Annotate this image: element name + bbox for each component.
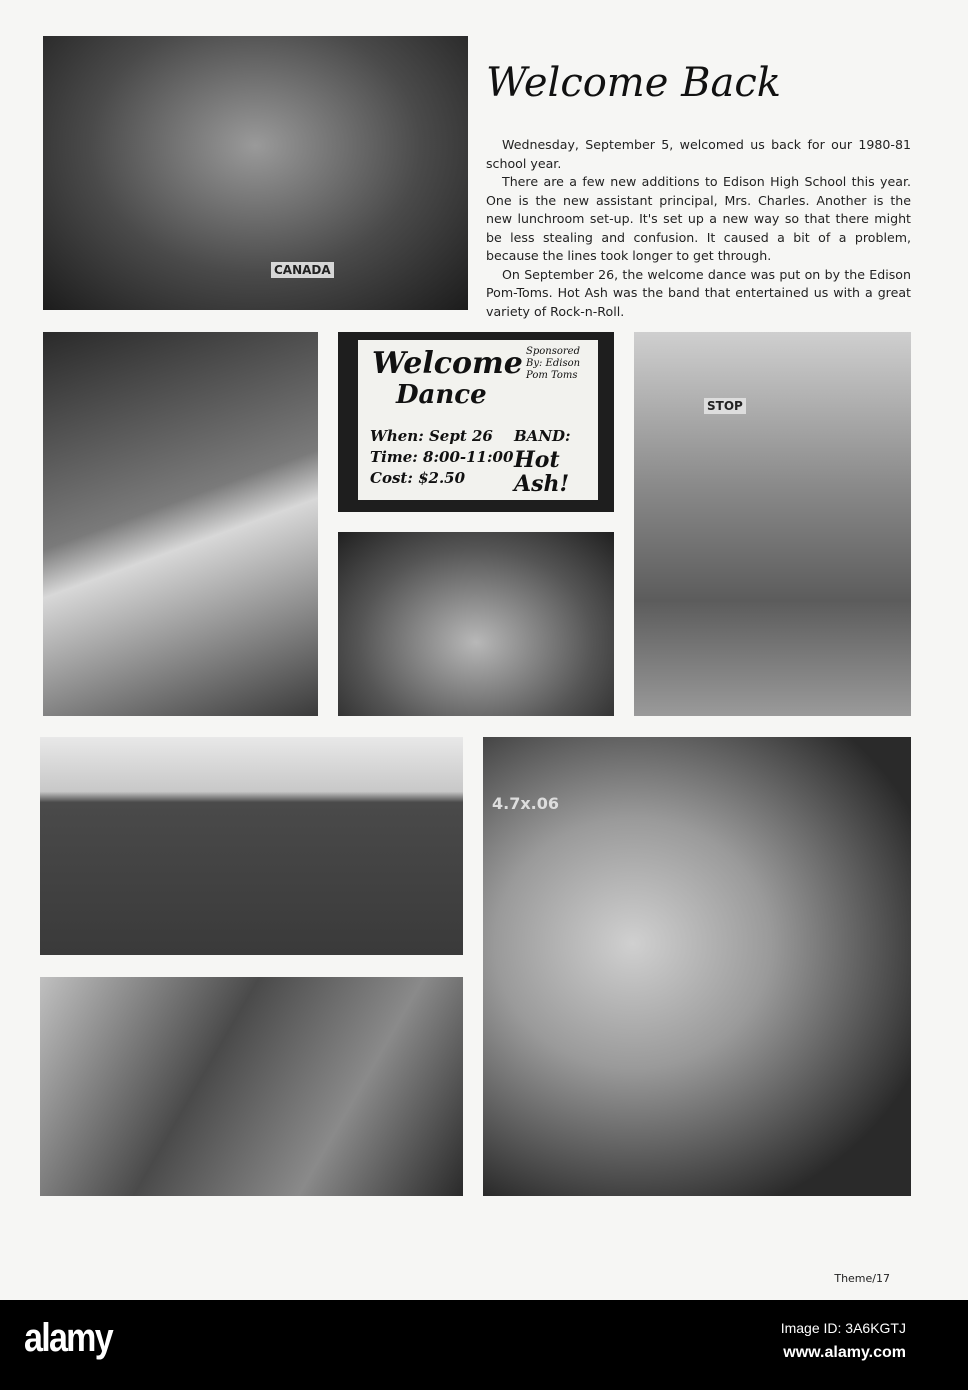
sign-band-label: BAND: (514, 427, 571, 445)
photo-school-building (40, 737, 463, 955)
photo-dance-girls (338, 532, 614, 716)
photo-five-girls (43, 36, 468, 310)
dance-sign (358, 340, 598, 500)
photo-street-students (634, 332, 911, 716)
photo-girl-with-bear (483, 737, 911, 1196)
page-folio: Theme/17 (834, 1272, 890, 1285)
stop-sign-text: STOP (704, 398, 746, 414)
alamy-logo: alamy (24, 1316, 112, 1360)
sign-details (370, 426, 513, 489)
sign-when: When: Sept 26 (370, 427, 493, 445)
sign-dance: Dance (396, 380, 487, 410)
sign-sponsor: Sponsored By: Edison Pom Toms (526, 346, 581, 381)
sign-time: Time: 8:00-11:00 (370, 448, 514, 466)
sign-cost: Cost: $2.50 (370, 469, 466, 487)
page-title: Welcome Back (486, 60, 781, 106)
photo-lunchroom (40, 977, 463, 1196)
photo-band-guitarist (43, 332, 318, 716)
sign-band (514, 424, 598, 496)
paragraph: On September 26, the welcome dance was put on by the Edison Pom-Toms. Hot Ash was the band that entertained us with a great variety of Rock-n-Roll. (486, 266, 911, 319)
chalkboard-text: 4.7x.06 (492, 794, 560, 813)
photo-welcome-dance-sign (338, 332, 614, 512)
site-link[interactable]: www.alamy.com (783, 1344, 906, 1361)
paragraph: Wednesday, September 5, welcomed us back for our 1980-81 school year. (486, 137, 911, 171)
sign-band-name: Hot Ash! (514, 447, 570, 497)
image-id: Image ID: 3A6KGTJ (780, 1320, 906, 1336)
sign-welcome: Welcome (372, 346, 523, 381)
watermark-banner (0, 1300, 968, 1390)
article-body (486, 136, 911, 321)
shirt-text: CANADA (271, 262, 334, 278)
paragraph: There are a few new additions to Edison High School this year. One is the new assistant principal, Mrs. Charles. Another is the new lunchroom set-up. It's set up a new way so that there might be less stealing and confusion. It caused a bit of a problem, because the lines took longer to get through. (486, 174, 911, 263)
